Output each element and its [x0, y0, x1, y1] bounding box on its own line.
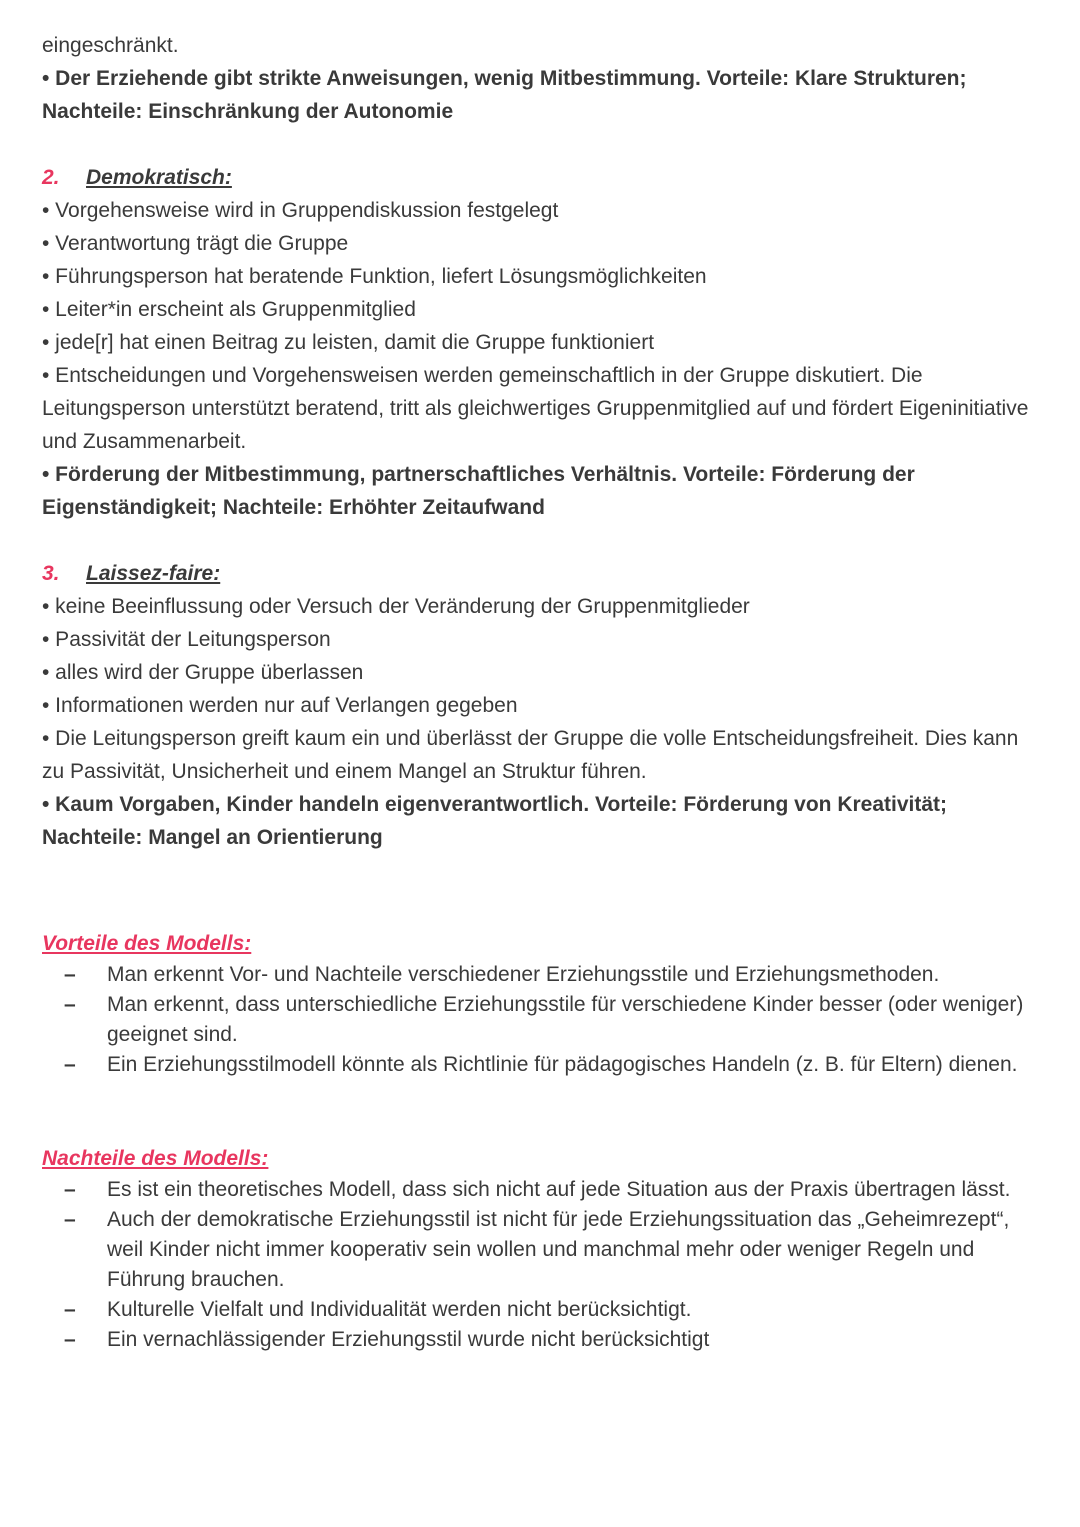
list-item: [42, 1325, 1042, 1355]
list-item: • Die Leitungsperson greift kaum ein und überlässt der Gruppe die volle Entscheidungsfreiheit. Dies kann zu Passivität, Unsicherheit und einem Mangel an Struktur führen.: [42, 727, 1019, 783]
disadvantages-section: [42, 1142, 1042, 1355]
dash-bullet: –: [64, 963, 76, 986]
dash-bullet: –: [64, 1298, 76, 1321]
item-text: Auch der demokratische Erziehungsstil ist nicht für jede Erziehungssituation das „Geheimrezept“, weil Kinder nicht immer kooperativ sein wollen und manchmal mehr oder weniger Regeln und Führung brauchen.: [107, 1208, 1010, 1291]
item-text: Man erkennt, dass unterschiedliche Erziehungsstile für verschiedene Kinder besser (oder weniger) geeignet sind.: [107, 993, 1024, 1046]
list-item: [42, 1205, 1042, 1295]
style-heading-demokratisch: [42, 161, 1042, 194]
item-text: Ein vernachlässigender Erziehungsstil wurde nicht berücksichtigt: [107, 1328, 710, 1351]
list-item: • Vorgehensweise wird in Gruppendiskussion festgelegt: [42, 199, 559, 222]
dash-bullet: –: [64, 1178, 76, 1201]
advantages-heading: Vorteile des Modells:: [42, 932, 252, 955]
item-text: Man erkennt Vor- und Nachteile verschiedener Erziehungsstile und Erziehungsmethoden.: [107, 963, 940, 986]
list-item: • Leiter*in erscheint als Gruppenmitglied: [42, 298, 416, 321]
item-text: Kulturelle Vielfalt und Individualität werden nicht berücksichtigt.: [107, 1298, 692, 1321]
list-item: [42, 1050, 1042, 1080]
heading-title: Laissez-faire:: [86, 562, 221, 585]
heading-title: Demokratisch:: [86, 166, 232, 189]
dash-bullet: –: [64, 993, 76, 1016]
disadvantages-heading: Nachteile des Modells:: [42, 1147, 269, 1170]
style-heading-laissez-faire: [42, 557, 1042, 590]
dash-bullet: –: [64, 1208, 76, 1231]
heading-number: 3.: [42, 562, 60, 585]
list-item: • keine Beeinflussung oder Versuch der Veränderung der Gruppenmitglieder: [42, 595, 750, 618]
heading-number: 2.: [42, 166, 60, 189]
list-item: • Verantwortung trägt die Gruppe: [42, 232, 349, 255]
item-text: Ein Erziehungsstilmodell könnte als Richtlinie für pädagogisches Handeln (z. B. für Eltern) dienen.: [107, 1053, 1018, 1076]
list-item: • Passivität der Leitungsperson: [42, 628, 331, 651]
item-text: Es ist ein theoretisches Modell, dass sich nicht auf jede Situation aus der Praxis übertragen lässt.: [107, 1178, 1011, 1201]
advantages-section: [42, 927, 1042, 1080]
list-item: [42, 990, 1042, 1050]
list-item: • Führungsperson hat beratende Funktion, liefert Lösungsmöglichkeiten: [42, 265, 707, 288]
list-item: [42, 1175, 1042, 1205]
list-item: [42, 1295, 1042, 1325]
list-item: • jede[r] hat einen Beitrag zu leisten, damit die Gruppe funktioniert: [42, 331, 655, 354]
styles-section: [42, 29, 1042, 854]
summary-item: • Kaum Vorgaben, Kinder handeln eigenverantwortlich. Vorteile: Förderung von Kreativität; Nachteile: Mangel an Orientierung: [42, 793, 948, 849]
list-item: • Informationen werden nur auf Verlangen gegeben: [42, 694, 518, 717]
summary-item: • Der Erziehende gibt strikte Anweisungen, wenig Mitbestimmung. Vorteile: Klare Strukturen; Nachteile: Einschränkung der Autonomie: [42, 67, 967, 123]
dash-bullet: –: [64, 1053, 76, 1076]
list-item: • Entscheidungen und Vorgehensweisen werden gemeinschaftlich in der Gruppe diskutiert. Die Leitungsperson unterstützt beratend, tritt als gleichwertiges Gruppenmitglied auf und fördert Eigeninitiative und Zusammenarbeit.: [42, 364, 1029, 453]
dash-bullet: –: [64, 1328, 76, 1351]
list-item: • alles wird der Gruppe überlassen: [42, 661, 364, 684]
summary-item: • Förderung der Mitbestimmung, partnerschaftliches Verhältnis. Vorteile: Förderung der Eigenständigkeit; Nachteile: Erhöhter Zeitaufwand: [42, 463, 915, 519]
continuation-text: eingeschränkt.: [42, 34, 179, 57]
list-item: [42, 960, 1042, 990]
